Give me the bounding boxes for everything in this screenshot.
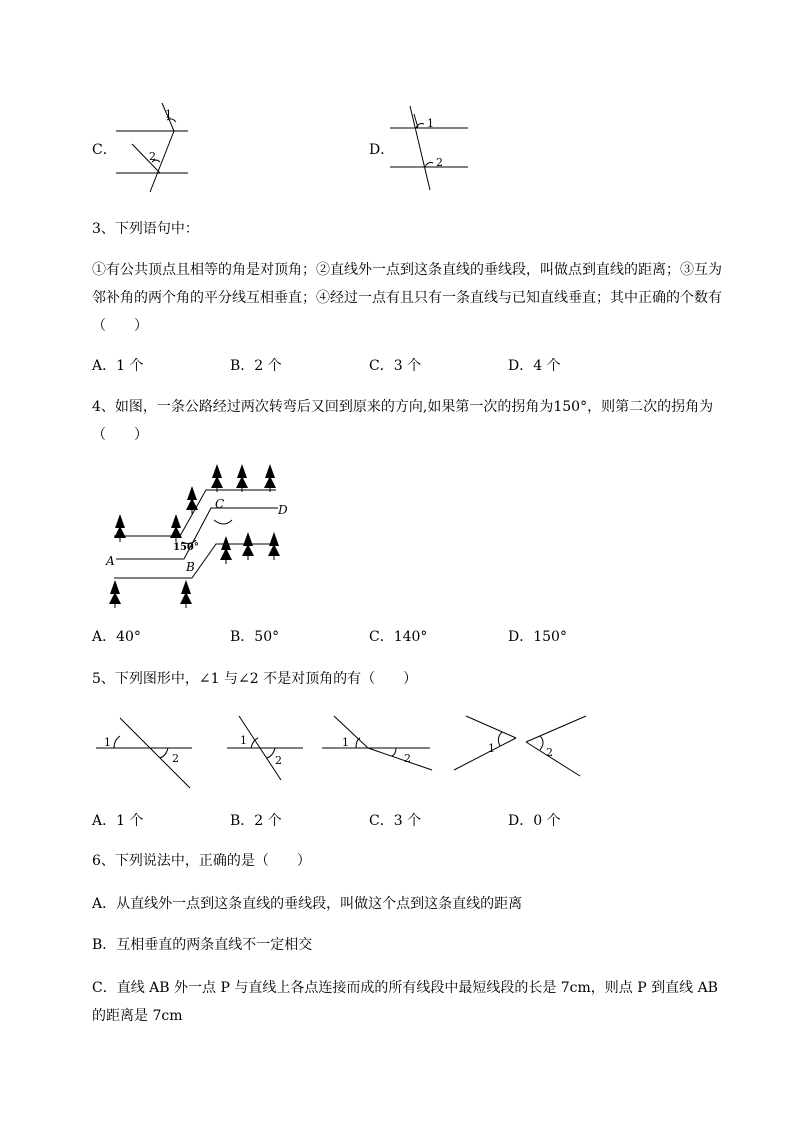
- q2d-angle-1: 1: [427, 117, 434, 130]
- q2c-angle-2: 2: [149, 150, 156, 163]
- q5f3-angle-1: 1: [342, 736, 349, 749]
- tree-icon: [242, 532, 254, 560]
- q5f1-angle-1: 1: [104, 736, 111, 749]
- q3-option-d: D．4 个: [508, 358, 561, 374]
- q5f4-angle-1: 1: [488, 742, 495, 755]
- q2-option-c-label: C．: [92, 142, 117, 158]
- q5-option-c: C．3 个: [369, 813, 422, 829]
- tree-icon: [180, 580, 192, 608]
- tree-icon: [211, 464, 223, 492]
- q4-option-c: C．140°: [369, 629, 428, 645]
- q4-angle-label: 150°: [173, 542, 199, 553]
- q4-road-figure: [100, 462, 300, 610]
- tree-icon: [114, 514, 126, 542]
- q5-option-d: D．0 个: [508, 813, 561, 829]
- q2-option-d-label: D．: [369, 142, 395, 158]
- q3-title: 3、下列语句中：: [92, 221, 199, 237]
- q3-option-a: A．1 个: [92, 358, 144, 374]
- q3-option-c: C．3 个: [369, 358, 422, 374]
- q5f4-angle-2: 2: [546, 746, 553, 759]
- q2c-angle-1: 1: [165, 108, 172, 121]
- q6-option-a: A．从直线外一点到这条直线的垂线段，叫做这个点到这条直线的距离: [92, 896, 523, 912]
- q3-option-b: B．2 个: [230, 358, 282, 374]
- q3-statement: ①有公共顶点且相等的角是对顶角；②直线外一点到这条直线的垂线段，叫做点到直线的距离；③互为邻补角的两个角的平分线互相垂直；④经过一点有且只有一条直线与已知直线垂直；其中正确的个数有（ ）: [92, 262, 722, 334]
- q5-option-b: B．2 个: [230, 813, 282, 829]
- q5-figure-1: [92, 712, 202, 792]
- q5f3-angle-2: 2: [404, 752, 411, 765]
- q2-option-d-figure: [388, 100, 478, 196]
- q4-label-d: D: [278, 503, 288, 517]
- q4-label-a: A: [106, 554, 115, 568]
- q5f1-angle-2: 2: [172, 752, 179, 765]
- q5f2-angle-1: 1: [240, 734, 247, 747]
- q5-figure-3: [320, 712, 440, 792]
- q6-title: 6、下列说法中，正确的是（ ）: [92, 853, 311, 869]
- q4-option-b: B．50°: [230, 629, 280, 645]
- q2-option-c-figure: [112, 100, 192, 196]
- q6-option-b: B．互相垂直的两条直线不一定相交: [92, 937, 313, 953]
- q4-title: 4、如图，一条公路经过两次转弯后又回到原来的方向,如果第一次的拐角为150°，则第二次的拐角为（ ）: [92, 399, 714, 443]
- q2d-angle-2: 2: [436, 156, 443, 169]
- q5-title: 5、下列图形中，∠1 与∠2 不是对顶角的有（ ）: [92, 671, 418, 687]
- q5-option-a: A．1 个: [92, 813, 144, 829]
- q6-option-c: C．直线 AB 外一点 P 与直线上各点连接而成的所有线段中最短线段的长是 7cm，则点 P 到直线 AB 的距离是 7cm: [92, 980, 718, 1024]
- tree-icon: [236, 464, 248, 492]
- tree-icon: [268, 532, 280, 560]
- tree-icon: [170, 514, 182, 542]
- q5-figure-2: [225, 712, 315, 792]
- tree-icon: [109, 580, 121, 608]
- q4-label-b: B: [186, 560, 195, 574]
- tree-icon: [186, 486, 198, 514]
- q4-option-d: D．150°: [508, 629, 567, 645]
- tree-icon: [220, 536, 232, 564]
- q5-figure-4: [452, 712, 592, 792]
- q4-option-a: A．40°: [92, 629, 141, 645]
- q4-label-c: C: [215, 497, 225, 511]
- tree-icon: [264, 464, 276, 492]
- q5f2-angle-2: 2: [275, 754, 282, 767]
